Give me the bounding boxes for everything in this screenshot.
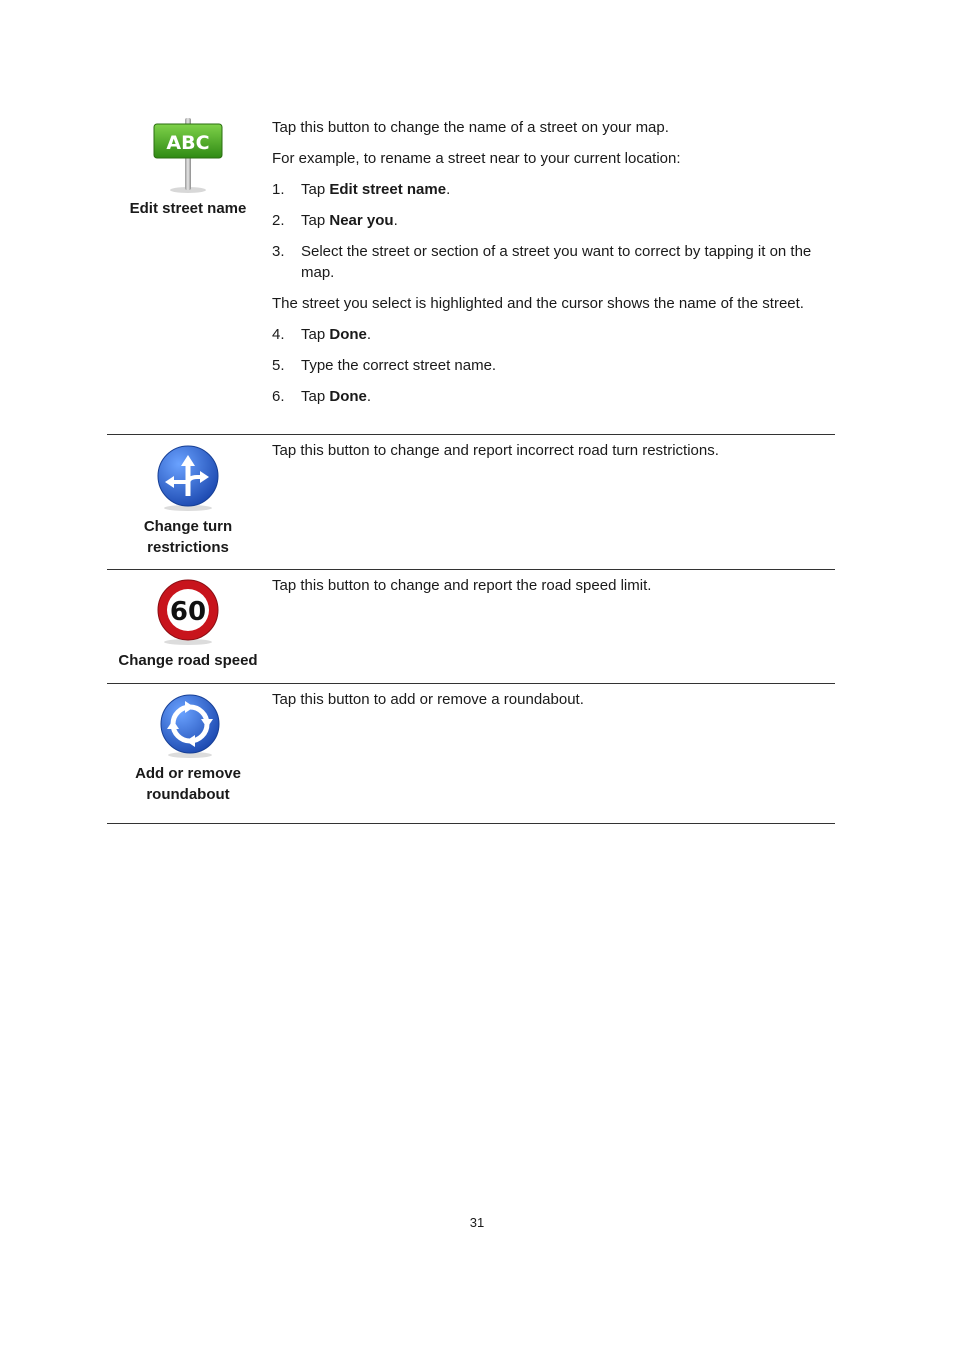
step-text: .	[366, 388, 372, 405]
step-text: Tap	[301, 212, 330, 229]
step-text: Tap	[301, 181, 330, 198]
list-item	[272, 210, 835, 231]
speed-limit-icon	[155, 578, 221, 646]
description-intro: Tap this button to change the name of a street on your map.	[272, 119, 669, 136]
button-reference-table	[107, 112, 835, 824]
street-sign-text: ABC	[166, 132, 210, 154]
description-cell	[269, 684, 835, 823]
step-number: 1.	[272, 181, 285, 198]
step-number: 3.	[272, 243, 285, 260]
table-row-edit-street-name	[107, 112, 835, 435]
list-item	[272, 241, 835, 283]
change-road-speed-label: Change road speed	[118, 652, 258, 669]
add-or-remove-roundabout-label: Add or remove roundabout	[135, 765, 241, 803]
table-row-change-turn-restrictions	[107, 435, 835, 570]
step-number: 6.	[272, 388, 285, 405]
description-intro: Tap this button to change and report incorrect road turn restrictions.	[272, 442, 719, 459]
list-item	[272, 324, 835, 345]
step-number: 2.	[272, 212, 285, 229]
roundabout-icon	[155, 693, 221, 759]
icon-cell	[107, 112, 269, 434]
step-number: 4.	[272, 326, 285, 343]
table-row-add-or-remove-roundabout	[107, 684, 835, 824]
list-item	[272, 179, 835, 200]
step-text: .	[393, 212, 398, 229]
step-text: Tap	[301, 326, 330, 343]
step-text: Type the correct street name.	[301, 357, 497, 374]
step-bold: Done	[329, 388, 367, 405]
street-sign-icon	[148, 118, 228, 194]
change-turn-restrictions-label: Change turn restrictions	[143, 518, 233, 556]
step-text: .	[366, 326, 372, 343]
icon-cell	[107, 684, 269, 823]
list-item	[272, 386, 835, 407]
speed-limit-text: 60	[169, 597, 207, 627]
description-cell	[269, 435, 835, 569]
table-row-change-road-speed	[107, 570, 835, 684]
turn-restriction-icon	[155, 444, 221, 512]
list-item	[272, 355, 835, 376]
icon-cell	[107, 435, 269, 569]
description-cell	[269, 570, 835, 683]
edit-street-name-label: Edit street name	[129, 200, 247, 217]
description-intro: Tap this button to add or remove a roundabout.	[272, 691, 584, 708]
step-bold: Done	[329, 326, 367, 343]
step-bold: Near you	[329, 212, 394, 229]
step-note: The street you select is highlighted and the cursor shows the name of the street.	[272, 295, 804, 312]
step-bold: Edit street name	[329, 181, 447, 198]
page-number: 31	[469, 1215, 485, 1230]
step-text: Select the street or section of a street you want to correct by tapping it on the map.	[301, 243, 812, 281]
description-intro: Tap this button to change and report the road speed limit.	[272, 577, 652, 594]
description-cell	[269, 112, 835, 434]
step-text: .	[446, 181, 451, 198]
icon-cell	[107, 570, 269, 683]
description-example: For example, to rename a street near to your current location:	[272, 150, 681, 167]
step-text: Tap	[301, 388, 330, 405]
step-number: 5.	[272, 357, 285, 374]
